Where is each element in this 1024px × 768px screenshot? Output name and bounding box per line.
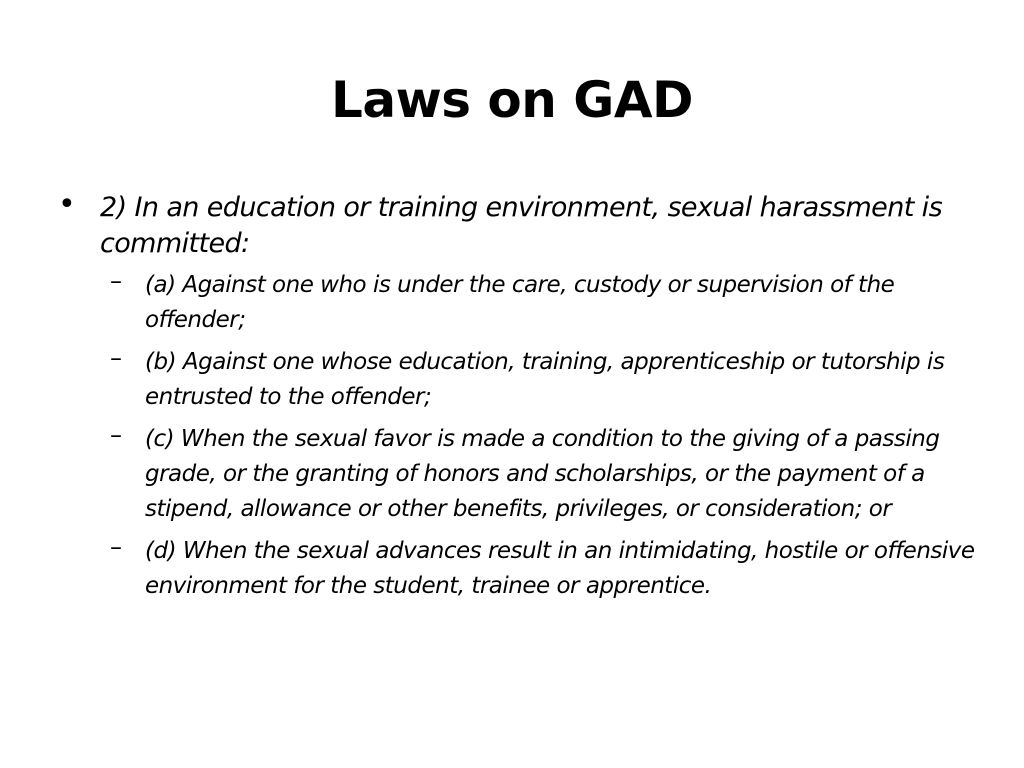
sub-bullet-b xyxy=(100,345,976,415)
dash-icon: – xyxy=(110,533,122,561)
dash-icon: – xyxy=(110,344,122,372)
slide-body xyxy=(56,187,976,611)
sub-bullet-a xyxy=(100,268,976,338)
sub-bullet-text: (b) Against one whose education, training, apprenticeship or tutorship is entrusted to the offender; xyxy=(145,349,945,410)
slide-title: Laws on GAD xyxy=(330,71,694,129)
sub-bullet-d xyxy=(100,534,976,604)
main-bullet-text: 2) In an education or training environment, sexual harassment is committed: xyxy=(100,192,943,259)
sub-bullet-text: (d) When the sexual advances result in an intimidating, hostile or offensive environment for the student, trainee or apprentice. xyxy=(145,538,975,599)
sub-bullet-text: (a) Against one who is under the care, custody or supervision of the offender; xyxy=(145,272,895,333)
sub-bullet-text: (c) When the sexual favor is made a condition to the giving of a passing grade, or the granting of honors and scholarships, or the payment of a stipend, allowance or other benefits, privileges, or consideration; or xyxy=(145,426,940,522)
dash-icon: – xyxy=(110,267,122,295)
dash-icon: – xyxy=(110,421,122,449)
sub-bullet-list xyxy=(100,268,976,604)
main-bullet-point xyxy=(56,187,976,262)
bullet-icon: • xyxy=(58,187,76,222)
sub-bullet-c xyxy=(100,422,976,527)
